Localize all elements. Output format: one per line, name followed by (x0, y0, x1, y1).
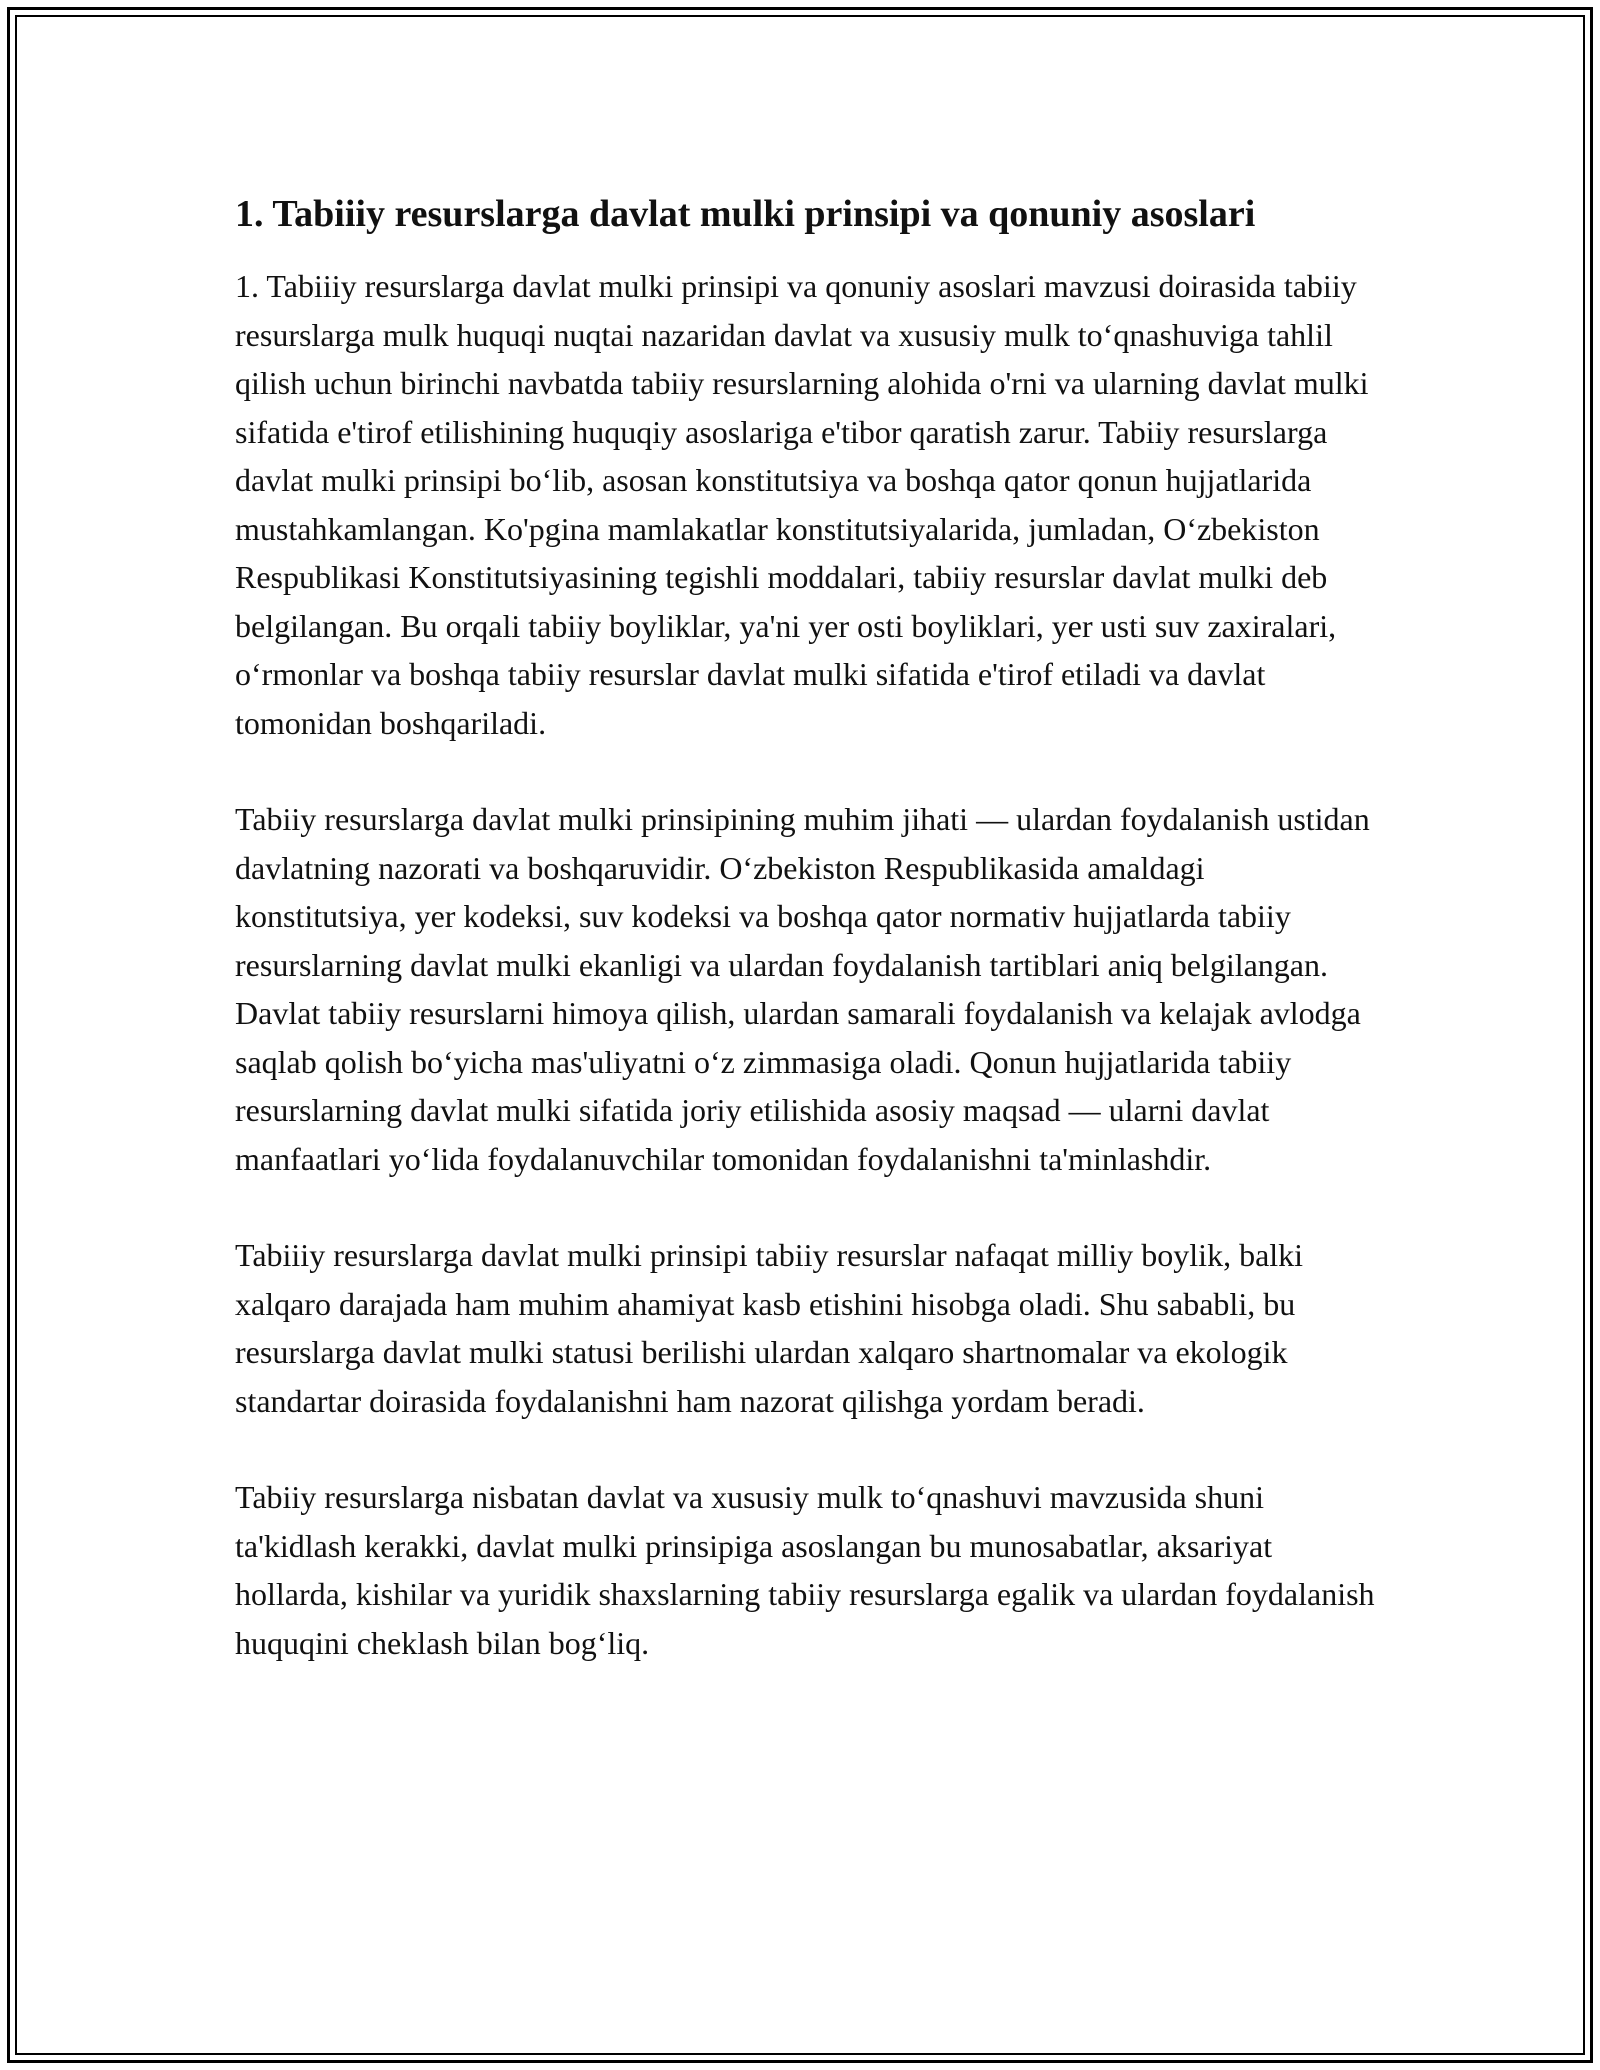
paragraph-4: Tabiiy resurslarga nisbatan davlat va xususiy mulk to‘qnashuvi mavzusida shuni ta'kidlash kerakki, davlat mulki prinsipiga asoslangan bu munosabatlar, aksariyat hollarda, kishilar va yuridik shaxslarning tabiiy resurslarga egalik va ulardan foydalanish huquqini cheklash bilan bog‘liq. (235, 1479, 1375, 1661)
paragraph-1: 1. Tabiiiy resurslarga davlat mulki prinsipi va qonuniy asoslari mavzusi doirasida tabiiy resurslarga mulk huquqi nuqtai nazaridan davlat va xususiy mulk to‘qnashuviga tahlil qilish uchun birinchi navbatda tabiiy resurslarning alohida o'rni va ularning davlat mulki sifatida e'tirof etilishining huquqiy asoslariga e'tibor qaratish zarur. Tabiiy resurslarga davlat mulki prinsipi bo‘lib, asosan konstitutsiya va boshqa qator qonun hujjatlarida mustahkamlangan. Ko'pgina mamlakatlar konstitutsiyalarida, jumladan, O‘zbekiston Respublikasi Konstitutsiyasining tegishli moddalari, tabiiy resurslar davlat mulki deb belgilangan. Bu orqali tabiiy boyliklar, ya'ni yer osti boyliklari, yer usti suv zaxiralari, o‘rmonlar va boshqa tabiiy resurslar davlat mulki sifatida e'tirof etiladi va davlat tomonidan boshqariladi. (235, 268, 1369, 741)
document-body (235, 188, 1375, 1715)
document-title: 1. Tabiiiy resurslarga davlat mulki prinsipi va qonuniy asoslari (235, 193, 1256, 235)
paragraph-2: Tabiiy resurslarga davlat mulki prinsipining muhim jihati — ulardan foydalanish ustidan davlatning nazorati va boshqaruvidir. O‘zbekiston Respublikasida amaldagi konstitutsiya, yer kodeksi, suv kodeksi va boshqa qator normativ hujjatlarda tabiiy resurslarning davlat mulki ekanligi va ulardan foydalanish tartiblari aniq belgilangan. Davlat tabiiy resurslarni himoya qilish, ulardan samarali foydalanish va kelajak avlodga saqlab qolish bo‘yicha mas'uliyatni o‘z zimmasiga oladi. Qonun hujjatlarida tabiiy resurslarning davlat mulki sifatida joriy etilishida asosiy maqsad — ularni davlat manfaatlari yo‘lida foydalanuvchilar tomonidan foydalanishni ta'minlashdir. (235, 801, 1370, 1177)
paragraph-3: Tabiiiy resurslarga davlat mulki prinsipi tabiiy resurslar nafaqat milliy boylik, balki xalqaro darajada ham muhim ahamiyat kasb etishini hisobga oladi. Shu sababli, bu resurslarga davlat mulki statusi berilishi ulardan xalqaro shartnomalar va ekologik standartar doirasida foydalanishni ham nazorat qilishga yordam beradi. (235, 1237, 1304, 1419)
